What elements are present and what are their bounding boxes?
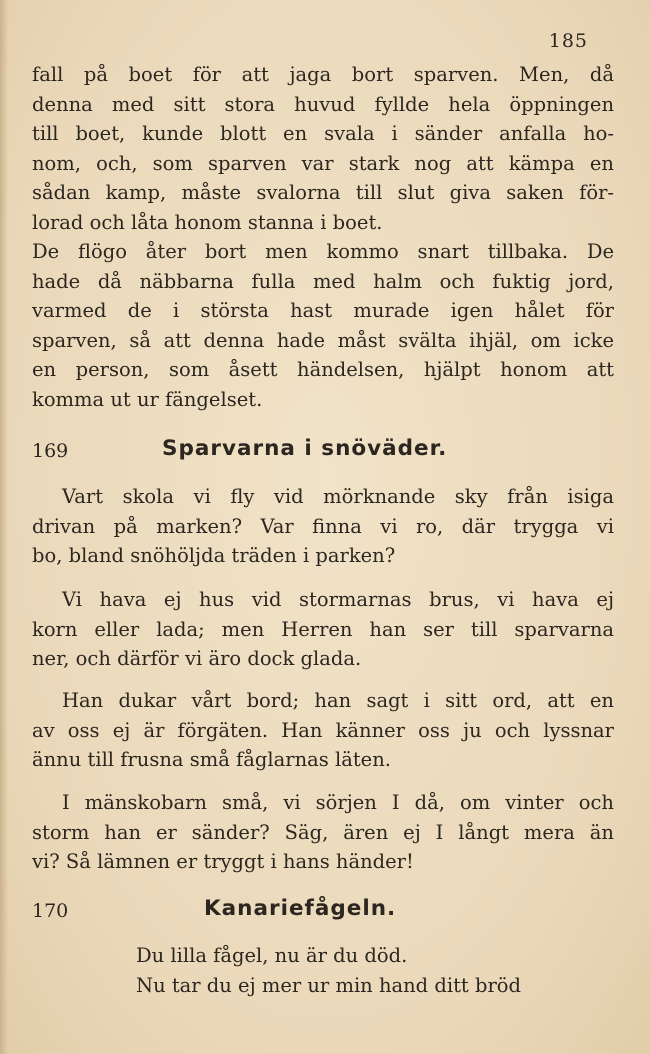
page-number: 185 (548, 30, 588, 52)
hymn-title: Kanariefågeln. (204, 896, 397, 921)
text-line: varmed de i största hast murade igen hålet för (32, 299, 614, 323)
hymn-169-stanza-3 (32, 686, 614, 775)
text-line: Du lilla fågel, nu är du död. (136, 944, 408, 967)
text-line: en person, som åsett händelsen, hjälpt honom att (32, 358, 614, 382)
text-line: ner, och därför vi äro dock glada. (32, 647, 362, 671)
text-line: korn eller lada; men Herren han ser till sparvarna (32, 617, 614, 641)
text-line: sådan kamp, måste svalorna till slut giva saken för- (32, 181, 614, 205)
text-line: Han dukar vårt bord; han sagt i sitt ord, att en (62, 689, 614, 712)
hymn-169-stanza-2 (32, 585, 614, 674)
text-line: Vi hava ej hus vid stormarnas brus, vi hava ej (62, 588, 614, 611)
hymn-number: 170 (32, 900, 69, 922)
hymn-title: Sparvarna i snöväder. (162, 436, 448, 461)
hymn-169-stanza-4 (32, 788, 614, 877)
text-line: hade då näbbarna fulla med halm och fuktig jord, (32, 269, 614, 293)
text-line: till boet, kunde blott en svala i sänder anfalla ho- (32, 122, 614, 146)
hymn-170-verse (136, 941, 592, 1001)
text-line: lorad och låta honom stanna i boet. (32, 210, 383, 234)
text-line: Vart skola vi fly vid mörknande sky från isiga (62, 485, 614, 508)
page-left-edge (0, 0, 8, 1054)
text-line: av oss ej är förgäten. Han känner oss ju och lyssnar (32, 718, 614, 742)
text-line: storm han er sänder? Säg, ären ej I långt mera än (32, 820, 614, 844)
text-line: denna med sitt stora huvud fyllde hela öppningen (32, 92, 614, 116)
text-line: vi? Så lämnen er tryggt i hans händer! (32, 850, 414, 874)
text-line: fall på boet för att jaga bort sparven. Men, då (32, 63, 614, 86)
text-line: Nu tar du ej mer ur min hand ditt bröd (136, 974, 521, 997)
continuation-paragraph-2 (32, 237, 614, 415)
text-line: drivan på marken? Var finna vi ro, där trygga vi (32, 514, 614, 538)
text-line: sparven, så att denna hade måst svälta ihjäl, om icke (32, 328, 614, 352)
hymn-169-heading (32, 436, 614, 470)
hymn-169-stanza-1 (32, 482, 614, 571)
text-line: I mänskobarn små, vi sörjen I då, om vinter och (62, 791, 614, 814)
hymn-170-heading (32, 896, 614, 930)
hymn-number: 169 (32, 440, 69, 462)
text-line: komma ut ur fängelset. (32, 387, 263, 411)
text-line: ännu till frusna små fåglarnas läten. (32, 748, 391, 772)
text-line: De flögo åter bort men kommo snart tillbaka. De (32, 240, 614, 263)
text-line: nom, och, som sparven var stark nog att kämpa en (32, 151, 614, 175)
continuation-paragraph-1 (32, 60, 614, 238)
text-line: bo, bland snöhöljda träden i parken? (32, 544, 396, 568)
